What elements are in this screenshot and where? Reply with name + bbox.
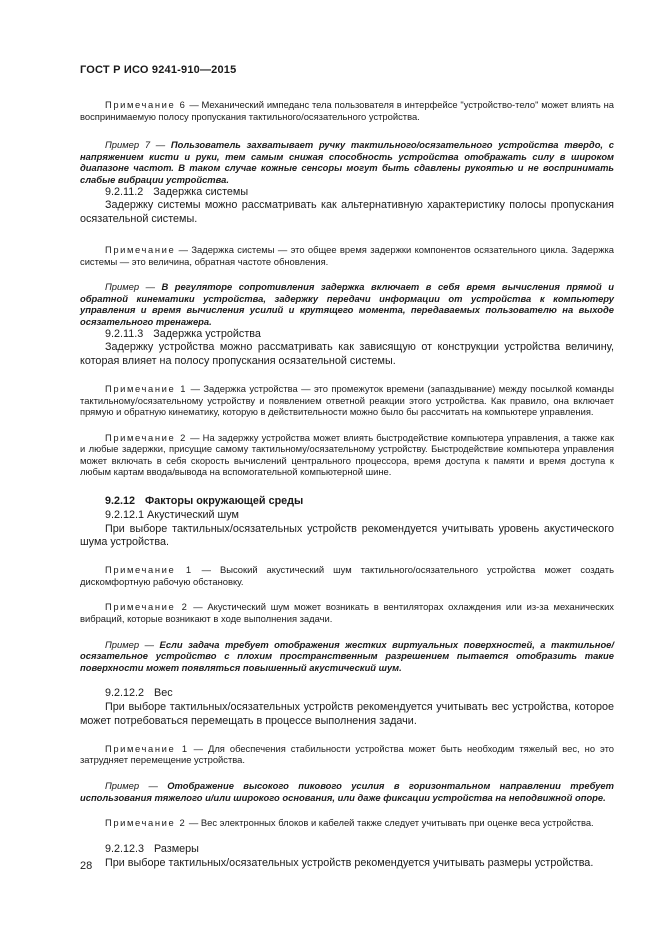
- note-label: Примечание 1: [105, 382, 188, 394]
- note-text: — На задержку устройства может влиять быстродействие компьютера управления, а также как и любые задержки, присущие самому тактильному/осязательному устройству. Быстродействие компьютера управления может включать в себя скорость вычислений центрального процессора, время доступа к памяти и время доступа к любым картам ввода/вывода на вспомогательной компьютерной шине.: [80, 431, 614, 478]
- example-resistance-regulator: [80, 281, 614, 327]
- example-text: В регуляторе сопротивления задержка включает в себя время вычисления прямой и обратной кинематики устройства, задержку передачи информации от устройства к компьютеру управления и время вычисления усилий и крутящего момента, передаваемых пользователю на выходе осязательного тренажера.: [80, 281, 614, 327]
- section-number: 9.2.12: [105, 495, 136, 508]
- body-paragraph: Задержку системы можно рассматривать как альтернативную характеристику полосы пропускания осязательной системы.: [80, 199, 614, 226]
- note-2-acoustic: [80, 601, 614, 624]
- note-system-latency: [80, 244, 614, 267]
- note-2-weight: [80, 817, 614, 829]
- note-label: Примечание 2: [105, 817, 187, 829]
- example-weight: [80, 780, 614, 803]
- example-text: Пользователь захватывает ручку тактильного/осязательного устройства твердо, с напряжением кисти и руки, тем самым снижая способность устройства отображать силу в широком диапазоне частот. В таком случае кожные сенсоры могут быть сдавлены рукоятью и не воспринимать слабые вибрации устройства.: [80, 139, 614, 185]
- note-label: Примечание 6: [105, 99, 187, 110]
- example-text: Если задача требует отображения жестких виртуальных поверхностей, а тактильное/осязательное устройство с плохим пространственным разрешением пытается отобразить такие поверхности может появляться повышенный акустический шум.: [80, 638, 614, 673]
- note-label: Примечание 2: [105, 431, 187, 443]
- subsection-heading-9-2-11-3: [80, 328, 614, 342]
- example-acoustic: [80, 639, 614, 674]
- note-2-device-latency: [80, 432, 614, 478]
- subsection-title: Задержка устройства: [153, 327, 261, 340]
- note-1-weight: [80, 743, 614, 766]
- subsection-heading-9-2-12-3: [80, 843, 614, 857]
- note-text: — Высокий акустический шум тактильного/осязательного устройства может создать дискомфортную рабочую обстановку.: [80, 564, 614, 587]
- document-header: ГОСТ Р ИСО 9241-910—2015: [80, 64, 237, 76]
- body-paragraph: Задержку устройства можно рассматривать как зависящую от конструкции устройства величину, которая влияет на полосу пропускания осязательной системы.: [80, 341, 614, 368]
- note-label: Примечание: [105, 243, 176, 255]
- note-text: — Задержка системы — это общее время задержки компонентов осязательного цикла. Задержка системы — это величина, обратная частоте обновления.: [80, 243, 614, 267]
- subsection-number: 9.2.12.2: [105, 687, 145, 700]
- note-text: — Акустический шум может возникать в вентиляторах охлаждения или из-за механических вибраций, которые возникают в ходе выполнения задачи.: [80, 601, 614, 625]
- example-label: Пример —: [105, 779, 168, 791]
- example-7: [80, 139, 614, 185]
- body-paragraph: При выборе тактильных/осязательных устройств рекомендуется учитывать вес устройства, которое может потребоваться перемещать в процессе выполнения задачи.: [80, 701, 614, 727]
- note-label: Примечание 1: [105, 564, 193, 576]
- note-6: [80, 99, 614, 122]
- subsection-heading-9-2-12-2: [80, 687, 614, 701]
- subsection-number: 9.2.12.1: [105, 508, 145, 521]
- note-text: — Для обеспечения стабильности устройства может быть необходим тяжелый вес, но это затрудняет перемещение устройства.: [80, 742, 614, 766]
- note-text: — Механический импеданс тела пользователя в интерфейсе "устройство-тело" может влиять на воспринимаемую полосу пропускания тактильного/осязательного устройства.: [80, 99, 614, 122]
- example-text: Отображение высокого пикового усилия в горизонтальном направлении требует использования тяжелого и/или широкого основания, или даже фиксации устройства на неподвижной опоре.: [80, 779, 614, 803]
- example-label: Пример —: [105, 638, 160, 650]
- subsection-title: Размеры: [154, 842, 199, 855]
- note-1-acoustic: [80, 564, 614, 587]
- subsection-title: Вес: [154, 687, 173, 700]
- subsection-title: Акустический шум: [147, 508, 239, 521]
- body-paragraph: При выборе тактильных/осязательных устройств рекомендуется учитывать уровень акустического шума устройства.: [80, 522, 614, 549]
- subsection-heading-9-2-12-1: [80, 509, 614, 523]
- note-1-device-latency: [80, 383, 614, 418]
- note-text: — Задержка устройства — это промежуток времени (запаздывание) между посылкой команды тактильному/осязательному устройству и появлением ответной реакции этого устройства. Как правило, она включает прямую и обратную кинематику, которую в действительности можно было бы рассчитать на компьютере управления.: [80, 382, 614, 418]
- example-label: Пример 7 —: [105, 139, 171, 151]
- page-number: 28: [80, 860, 93, 872]
- subsection-number: 9.2.12.3: [105, 842, 145, 855]
- note-text: — Вес электронных блоков и кабелей также следует учитывать при оценке веса устройства.: [186, 817, 594, 829]
- page-content: [80, 99, 614, 870]
- subsection-heading-9-2-11-2: [80, 186, 614, 200]
- note-label: Примечание 1: [105, 742, 189, 754]
- section-title: Факторы окружающей среды: [145, 495, 304, 508]
- example-label: Пример —: [105, 281, 162, 293]
- subsection-title: Задержка системы: [153, 185, 249, 198]
- body-paragraph: При выборе тактильных/осязательных устройств рекомендуется учитывать размеры устройства.: [105, 856, 594, 869]
- subsection-number: 9.2.11.2: [105, 185, 144, 198]
- subsection-number: 9.2.11.3: [105, 327, 144, 340]
- section-heading-9-2-12: [80, 495, 614, 509]
- note-label: Примечание 2: [105, 601, 189, 613]
